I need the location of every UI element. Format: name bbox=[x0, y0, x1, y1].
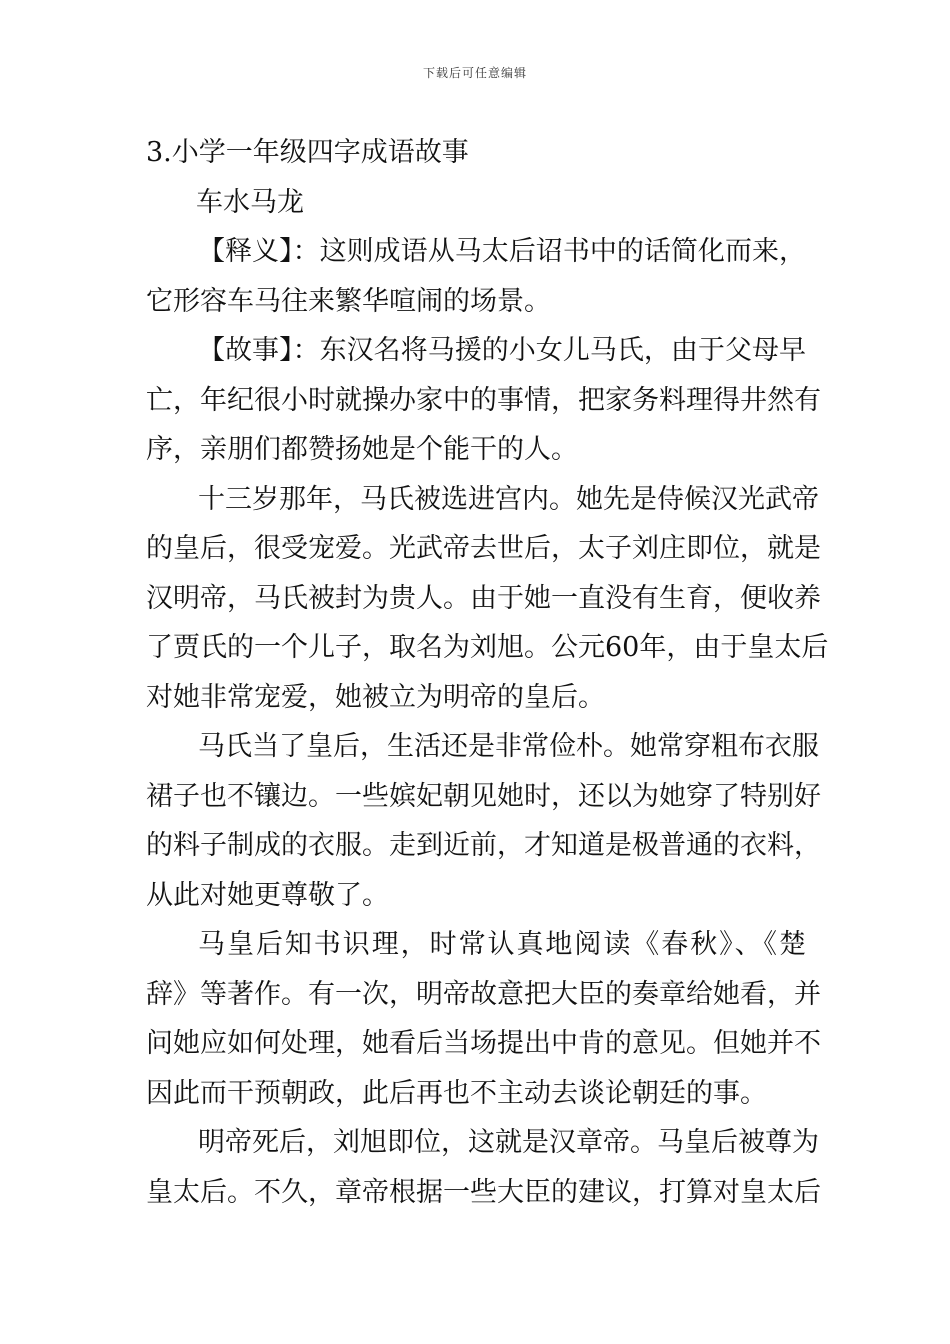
paragraph-line: 的皇后，很受宠爱。光武帝去世后，太子刘庄即位，就是 bbox=[146, 533, 821, 564]
paragraph-line: 序，亲朋们都赞扬她是个能干的人。 bbox=[146, 434, 578, 465]
paragraph-line: 汉明帝，马氏被封为贵人。由于她一直没有生育，便收养 bbox=[146, 582, 821, 614]
document-title: 3.小学一年级四字成语故事 bbox=[146, 137, 469, 168]
paragraph-line: 从此对她更尊敬了。 bbox=[146, 879, 389, 911]
paragraph-line: 对她非常宠爱，她被立为明帝的皇后。 bbox=[146, 681, 605, 713]
paragraph-line: 裙子也不镶边。一些嫔妃朝见她时，还以为她穿了特别好 bbox=[146, 780, 821, 812]
document-body bbox=[146, 128, 829, 1217]
paragraph-line: 【释义】：这则成语从马太后诏书中的话简化而来， bbox=[198, 236, 806, 267]
header-note: 下载后可任意编辑 bbox=[422, 66, 527, 80]
paragraph-line: 了贾氏的一个儿子，取名为刘旭。公元60年，由于皇太后 bbox=[146, 632, 829, 663]
paragraph-line: 【故事】：东汉名将马援的小女儿马氏，由于父母早 bbox=[198, 335, 806, 366]
idiom-heading: 车水马龙 bbox=[196, 186, 304, 218]
paragraph-line: 明帝死后，刘旭即位，这就是汉章帝。马皇后被尊为 bbox=[198, 1127, 819, 1158]
paragraph-line: 马氏当了皇后，生活还是非常俭朴。她常穿粗布衣服 bbox=[198, 731, 819, 762]
paragraph-line: 的料子制成的衣服。走到近前，才知道是极普通的衣料， bbox=[146, 830, 821, 861]
paragraph-line: 马皇后知书识理，时常认真地阅读《春秋》、《楚 bbox=[198, 929, 806, 960]
paragraph-line: 它形容车马往来繁华喧闹的场景。 bbox=[146, 285, 551, 317]
paragraph-line: 因此而干预朝政，此后再也不主动去谈论朝廷的事。 bbox=[146, 1077, 767, 1109]
paragraph-line: 亡，年纪很小时就操办家中的事情，把家务料理得井然有 bbox=[146, 384, 821, 416]
paragraph-line: 辞》等著作。有一次，明帝故意把大臣的奏章给她看，并 bbox=[146, 978, 821, 1010]
paragraph-line: 问她应如何处理，她看后当场提出中肯的意见。但她并不 bbox=[146, 1028, 821, 1059]
paragraph-line: 皇太后。不久，章帝根据一些大臣的建议，打算对皇太后 bbox=[146, 1176, 821, 1208]
paragraph-line: 十三岁那年，马氏被选进宫内。她先是侍候汉光武帝 bbox=[198, 483, 819, 515]
